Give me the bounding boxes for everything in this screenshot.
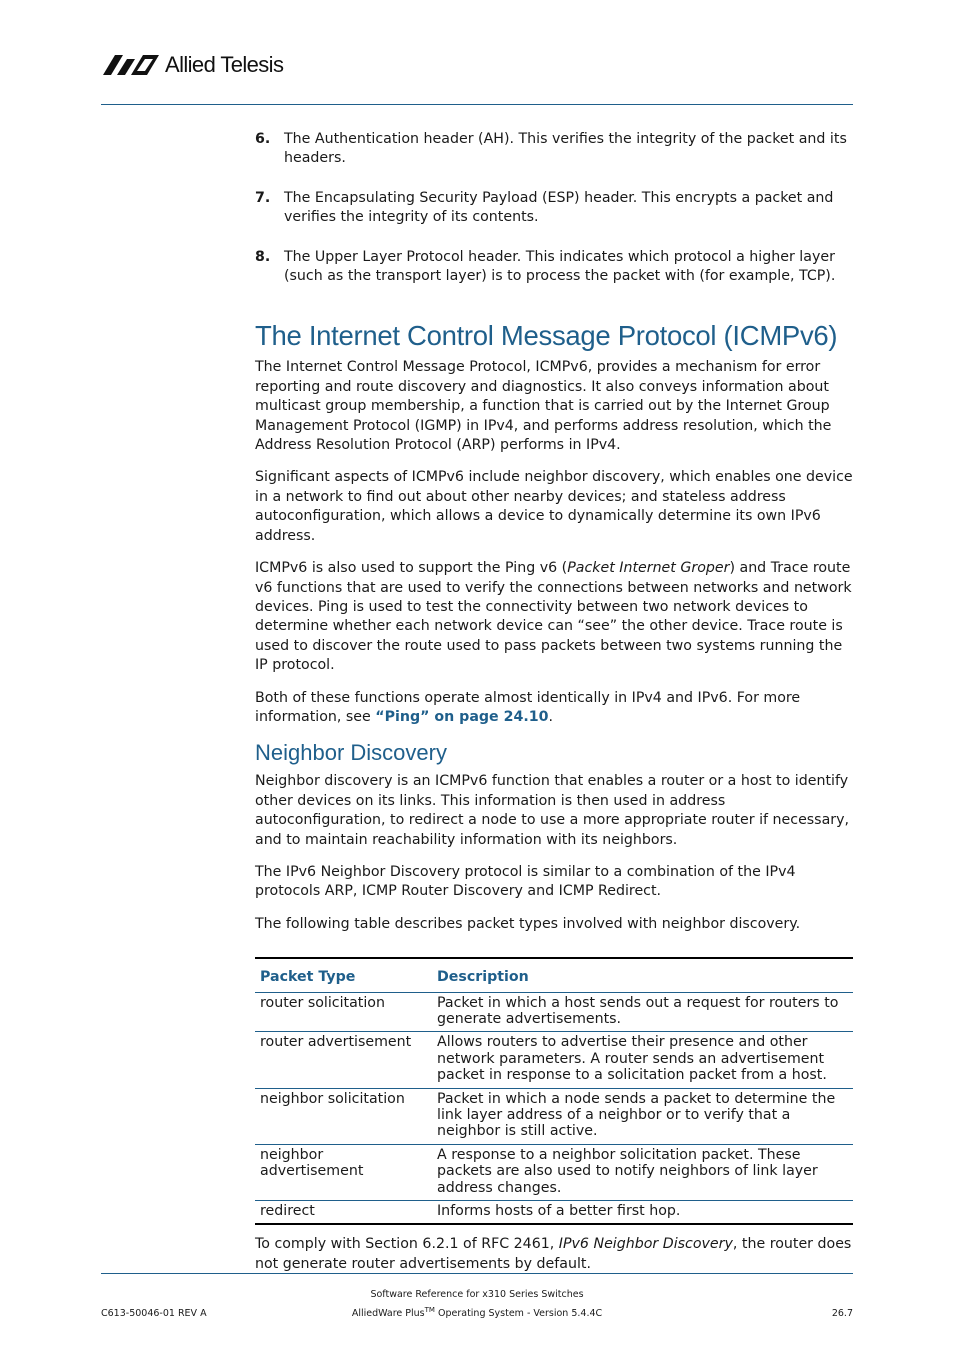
footer-product <box>101 1304 853 1323</box>
paragraph: The following table describes packet types involved with neighbor discovery. <box>255 915 801 932</box>
packet-type-cell: router solicitation <box>255 992 432 1032</box>
page-content <box>255 130 853 1287</box>
table-row <box>255 992 853 1032</box>
text-run: AlliedWare Plus <box>351 1308 425 1319</box>
description-cell: Packet in which a node sends a packet to determine the link layer address of a neighbor or to verify that a neighbor is still active. <box>432 1088 853 1144</box>
paragraph <box>255 559 853 675</box>
page-footer <box>101 1285 853 1323</box>
table-row <box>255 1088 853 1144</box>
allied-telesis-logo <box>101 52 283 78</box>
trademark-mark: TM <box>424 1305 435 1314</box>
table-row <box>255 1032 853 1088</box>
text-run: Both of these functions operate almost identically in IPv4 and IPv6. For more information, see <box>255 689 801 725</box>
table-header-row <box>255 958 853 992</box>
emphasis-text: IPv6 Neighbor Discovery <box>558 1236 733 1253</box>
list-text: The Upper Layer Protocol header. This indicates which protocol a higher layer (such as the transport layer) is to process the packet with (for example, TCP). <box>284 248 836 285</box>
page-number: 26.7 <box>831 1308 853 1319</box>
paragraph: Significant aspects of ICMPv6 include neighbor discovery, which enables one device in a network to find out about other nearby devices; and stateless address autoconfiguration, which allows a device to dynamically determine its own IPv6 address. <box>255 469 853 544</box>
paragraph: The Internet Control Message Protocol, ICMPv6, provides a mechanism for error reporting and route discovery and diagnostics. It also conveys information about multicast group membership, a function that is carried out by the Internet Group Management Protocol (IGMP) in IPv4, and performs address resolution, which the Address Resolution Protocol (ARP) performs in IPv4. <box>255 359 832 454</box>
packet-type-cell: neighbor advertisement <box>255 1144 432 1200</box>
packet-types-table <box>255 957 853 1225</box>
ping-reference-link[interactable]: “Ping” on page 24.10 <box>375 708 549 725</box>
document-id: C613-50046-01 REV A <box>101 1308 207 1319</box>
header-rule <box>101 104 853 105</box>
list-text: The Encapsulating Security Payload (ESP) header. This encrypts a packet and verifies the integrity of its contents. <box>284 189 834 226</box>
list-number: 8. <box>255 248 271 265</box>
list-item <box>255 130 853 169</box>
packet-type-cell: neighbor solicitation <box>255 1088 432 1144</box>
text-run: . <box>548 708 553 725</box>
footer-title: Software Reference for x310 Series Switches <box>370 1289 584 1300</box>
text-run: , the router does not generate router advertisements by default. <box>255 1236 852 1272</box>
description-cell: A response to a neighbor solicitation packet. These packets are also used to notify neighbors of link layer address changes. <box>432 1144 853 1200</box>
paragraph: The IPv6 Neighbor Discovery protocol is similar to a combination of the IPv4 protocols ARP, ICMP Router Discovery and ICMP Redirect. <box>255 863 796 900</box>
list-text: The Authentication header (AH). This verifies the integrity of the packet and its headers. <box>284 131 847 167</box>
paragraph: Neighbor discovery is an ICMPv6 function that enables a router or a host to identify other devices on its links. This information is then used in address autoconfiguration, to redirect a node to use a more appropriate router if necessary, and to maintain reachability information with its neighbors. <box>255 773 850 848</box>
allied-telesis-logo-mark-icon <box>101 53 161 77</box>
paragraph <box>255 1235 853 1274</box>
table-row <box>255 1201 853 1225</box>
list-number: 7. <box>255 189 271 206</box>
description-cell: Allows routers to advertise their presence and other network parameters. A router sends an advertisement packet in response to a solicitation packet from a host. <box>432 1032 853 1088</box>
paragraph <box>255 689 853 728</box>
table-row <box>255 1144 853 1200</box>
section-title: The Internet Control Message Protocol (ICMPv6) <box>255 320 838 352</box>
text-run: Operating System - Version 5.4.4C <box>434 1308 603 1319</box>
description-cell: Informs hosts of a better first hop. <box>437 1203 681 1220</box>
list-item <box>255 248 853 287</box>
brand-name: Allied Telesis <box>165 52 284 77</box>
text-run: ICMPv6 is also used to support the Ping v6 ( <box>255 560 568 577</box>
subsection-title: Neighbor Discovery <box>255 740 447 766</box>
column-header-description: Description <box>432 958 853 992</box>
footer-rule <box>101 1273 853 1274</box>
text-run: To comply with Section 6.2.1 of RFC 2461, <box>255 1236 559 1253</box>
description-cell: Packet in which a host sends out a request for routers to generate advertisements. <box>432 992 853 1032</box>
list-number: 6. <box>255 131 271 147</box>
column-header-packet-type: Packet Type <box>255 958 432 992</box>
packet-type-cell: router advertisement <box>255 1032 432 1088</box>
emphasis-text: Packet Internet Groper <box>567 560 730 577</box>
list-item <box>255 189 853 228</box>
packet-type-cell: redirect <box>260 1203 315 1220</box>
text-run: ) and Trace route v6 functions that are used to verify the connections between networks and network devices. Ping is used to test the connectivity between two network devices to determine whether each network device can “see” the other device. Trace route is used to discover the route used to pass packets between two systems running the IP protocol. <box>255 560 852 674</box>
